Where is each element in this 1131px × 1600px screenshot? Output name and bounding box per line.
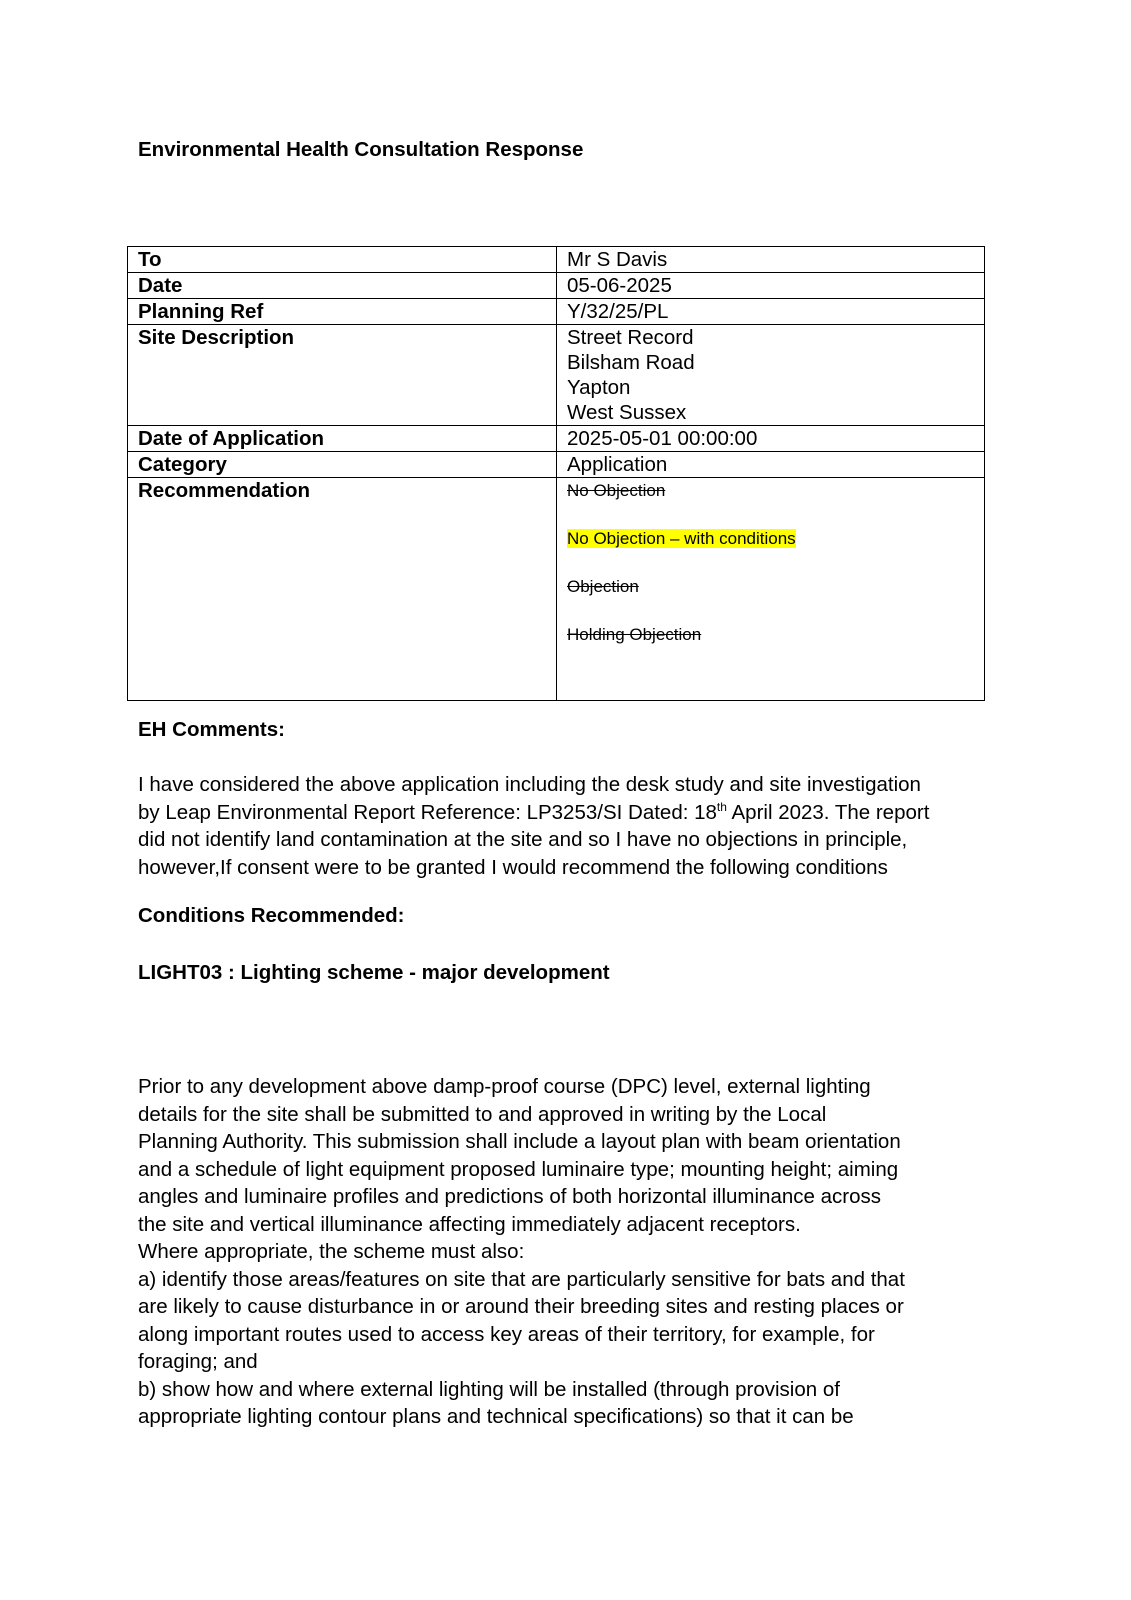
condition-line: details for the site shall be submitted to and approved in writing by the Local [138,1102,827,1126]
condition-title: LIGHT03 : Lighting scheme - major development [138,961,610,984]
condition-line: foraging; and [138,1350,258,1373]
ordinal-suffix: th [716,799,727,814]
recommendation-value [557,478,985,701]
to-value: Mr S Davis [557,247,985,273]
eh-comments-paragraph [138,771,1008,881]
date-of-application-value: 2025-05-01 00:00:00 [557,426,985,452]
recommendation-option-objection: Objection [567,577,639,596]
condition-line: are likely to cause disturbance in or around their breeding sites and resting places or [138,1295,904,1318]
date-value: 05-06-2025 [557,273,985,299]
to-label: To [128,247,557,273]
table-row [128,426,985,452]
site-address-line: Bilsham Road [567,351,695,374]
condition-line: a) identify those areas/features on site that are particularly sensitive for bats and that [138,1267,905,1291]
recommendation-label: Recommendation [128,478,557,701]
paragraph-text: by Leap Environmental Report Reference: LP3253/SI Dated: 18 [138,800,717,824]
condition-line: Where appropriate, the scheme must also: [138,1240,525,1263]
table-row [128,247,985,273]
condition-line: and a schedule of light equipment proposed luminaire type; mounting height; aiming [138,1157,899,1181]
site-address-line: Street Record [567,326,694,349]
recommendation-option-holding-objection: Holding Objection [567,625,702,644]
condition-line: Planning Authority. This submission shall include a layout plan with beam orientation [138,1130,901,1153]
planning-ref-label: Planning Ref [128,299,557,325]
planning-ref-value: Y/32/25/PL [557,299,985,325]
conditions-heading: Conditions Recommended: [138,904,405,927]
document-title: Environmental Health Consultation Response [138,138,584,161]
category-label: Category [128,452,557,478]
table-row [128,325,985,426]
site-description-label: Site Description [128,325,557,426]
table-row [128,452,985,478]
condition-line: b) show how and where external lighting will be installed (through provision of [138,1377,840,1401]
table-row [128,273,985,299]
consultation-details-table [127,246,985,701]
recommendation-option-selected [567,528,984,550]
paragraph-line: did not identify land contamination at the site and so I have no objections in principle, [138,828,908,851]
paragraph-text: April 2023. The report [726,800,930,824]
condition-line: along important routes used to access key areas of their territory, for example, for [138,1322,875,1346]
category-value: Application [557,452,985,478]
condition-line: Prior to any development above damp-proof course (DPC) level, external lighting [138,1075,871,1098]
eh-comments-heading: EH Comments: [138,718,285,741]
date-of-application-label: Date of Application [128,426,557,452]
table-row [128,299,985,325]
condition-line: angles and luminaire profiles and predictions of both horizontal illuminance across [138,1185,881,1208]
condition-body [138,1073,1008,1431]
paragraph-line: however,If consent were to be granted I would recommend the following conditions [138,855,888,879]
condition-line: appropriate lighting contour plans and technical specifications) so that it can be [138,1405,854,1428]
date-label: Date [128,273,557,299]
site-address-line: West Sussex [567,401,687,424]
table-row [128,478,985,701]
recommendation-option-no-objection: No Objection [567,481,666,500]
condition-line: the site and vertical illuminance affecting immediately adjacent receptors. [138,1212,801,1236]
paragraph-line: I have considered the above application including the desk study and site investigation [138,773,921,796]
paragraph-line [138,799,1008,827]
site-description-value [557,325,985,426]
highlighted-text: No Objection – with conditions [567,529,796,548]
site-address-line: Yapton [567,376,631,399]
